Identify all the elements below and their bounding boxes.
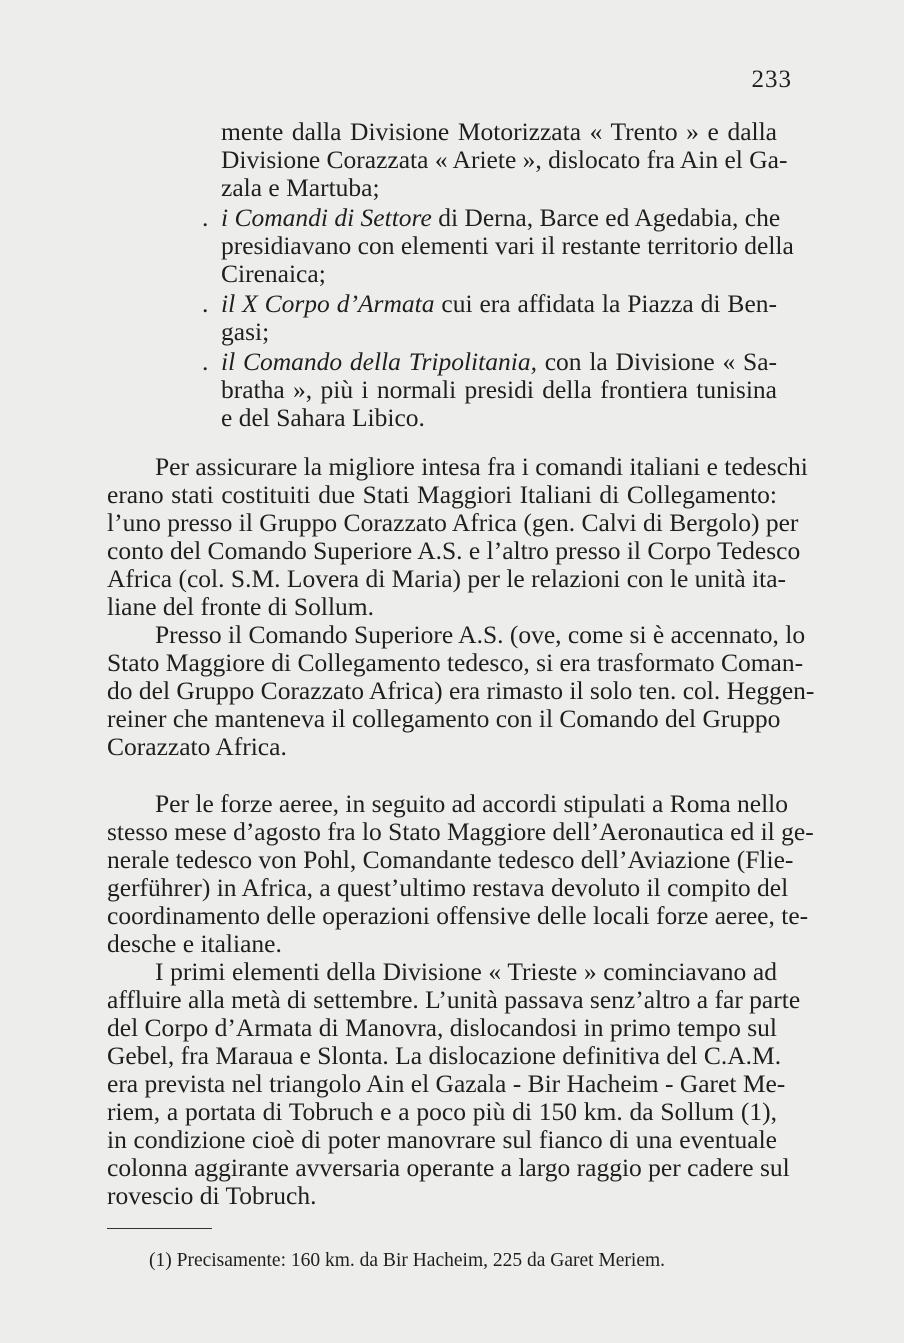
- paragraph-line: Stato Maggiore di Collegamento tedesco, si era trasformato Coman-: [107, 648, 804, 677]
- paragraph-line: conto del Comando Superiore A.S. e l’altro presso il Corpo Tedesco: [107, 536, 801, 565]
- paragraph-line: I primi elementi della Divisione « Trieste » cominciavano ad: [155, 957, 777, 986]
- list-line: presidiavano con elementi vari il restante territorio della: [221, 231, 794, 260]
- paragraph-line: riem, a portata di Tobruch e a poco più di 150 km. da Sollum (1),: [107, 1097, 777, 1126]
- paragraph-line: Presso il Comando Superiore A.S. (ove, come si è accennato, lo: [155, 620, 806, 649]
- paragraph-line: affluire alla metà di settembre. L’unità passava senz’altro a far parte: [107, 985, 801, 1014]
- paragraph-line: l’uno presso il Gruppo Corazzato Africa (gen. Calvi di Bergolo) per: [107, 508, 799, 537]
- paragraph-line: rovescio di Tobruch.: [107, 1181, 317, 1210]
- list-bullet: .: [202, 289, 209, 318]
- list-line: il X Corpo d’Armata cui era affidata la Piazza di Ben-: [221, 289, 777, 318]
- paragraph-line: era prevista nel triangolo Ain el Gazala - Bir Hacheim - Garet Me-: [107, 1069, 786, 1098]
- list-line: il Comando della Tripolitania, con la Divisione « Sa-: [221, 347, 778, 376]
- list-line: bratha », più i normali presidi della frontiera tunisina: [221, 375, 777, 404]
- paragraph-line: stesso mese d’agosto fra lo Stato Maggiore dell’Aeronautica ed il ge-: [107, 817, 814, 846]
- list-line: e del Sahara Libico.: [221, 403, 425, 432]
- paragraph-line: erano stati costituiti due Stati Maggiori Italiani di Collegamento:: [107, 480, 777, 509]
- footnote: (1) Precisamente: 160 km. da Bir Hacheim, 225 da Garet Meriem.: [149, 1250, 666, 1271]
- paragraph-line: nerale tedesco von Pohl, Comandante tedesco dell’Aviazione (Flie-: [107, 845, 794, 874]
- list-line: gasi;: [221, 317, 270, 346]
- list-line: mente dalla Divisione Motorizzata « Trento » e dalla: [221, 117, 777, 146]
- paragraph-line: liane del fronte di Sollum.: [107, 592, 374, 621]
- page-number: 233: [751, 66, 792, 93]
- paragraph-line: in condizione cioè di poter manovrare sul fianco di una eventuale: [107, 1125, 777, 1154]
- paragraph-line: Corazzato Africa.: [107, 732, 287, 761]
- footnote-rule: [107, 1228, 212, 1229]
- list-line: zala e Martuba;: [221, 173, 380, 202]
- paragraph-line: do del Gruppo Corazzato Africa) era rimasto il solo ten. col. Heggen-: [107, 676, 815, 705]
- paragraph-line: gerführer) in Africa, a quest’ultimo restava devoluto il compito del: [107, 873, 789, 902]
- list-line: Cirenaica;: [221, 259, 326, 288]
- list-line: i Comandi di Settore di Derna, Barce ed Agedabia, che: [221, 203, 781, 232]
- paragraph-line: Gebel, fra Maraua e Slonta. La dislocazione definitiva del C.A.M.: [107, 1041, 782, 1070]
- paragraph-line: colonna aggirante avversaria operante a largo raggio per cadere sul: [107, 1153, 790, 1182]
- paragraph-line: reiner che manteneva il collegamento con il Comando del Gruppo: [107, 704, 781, 733]
- list-line: Divisione Corazzata « Ariete », dislocato fra Ain el Ga-: [221, 145, 788, 174]
- list-bullet: .: [202, 347, 209, 376]
- paragraph-line: Per le forze aeree, in seguito ad accordi stipulati a Roma nello: [155, 789, 789, 818]
- paragraph-line: Per assicurare la migliore intesa fra i comandi italiani e tedeschi: [155, 452, 808, 481]
- paragraph-line: desche e italiane.: [107, 929, 282, 958]
- paragraph-line: Africa (col. S.M. Lovera di Maria) per le relazioni con le unità ita-: [107, 564, 787, 593]
- paragraph-line: del Corpo d’Armata di Manovra, dislocandosi in primo tempo sul: [107, 1013, 777, 1042]
- paragraph-line: coordinamento delle operazioni offensive delle locali forze aeree, te-: [107, 901, 809, 930]
- list-bullet: .: [202, 203, 209, 232]
